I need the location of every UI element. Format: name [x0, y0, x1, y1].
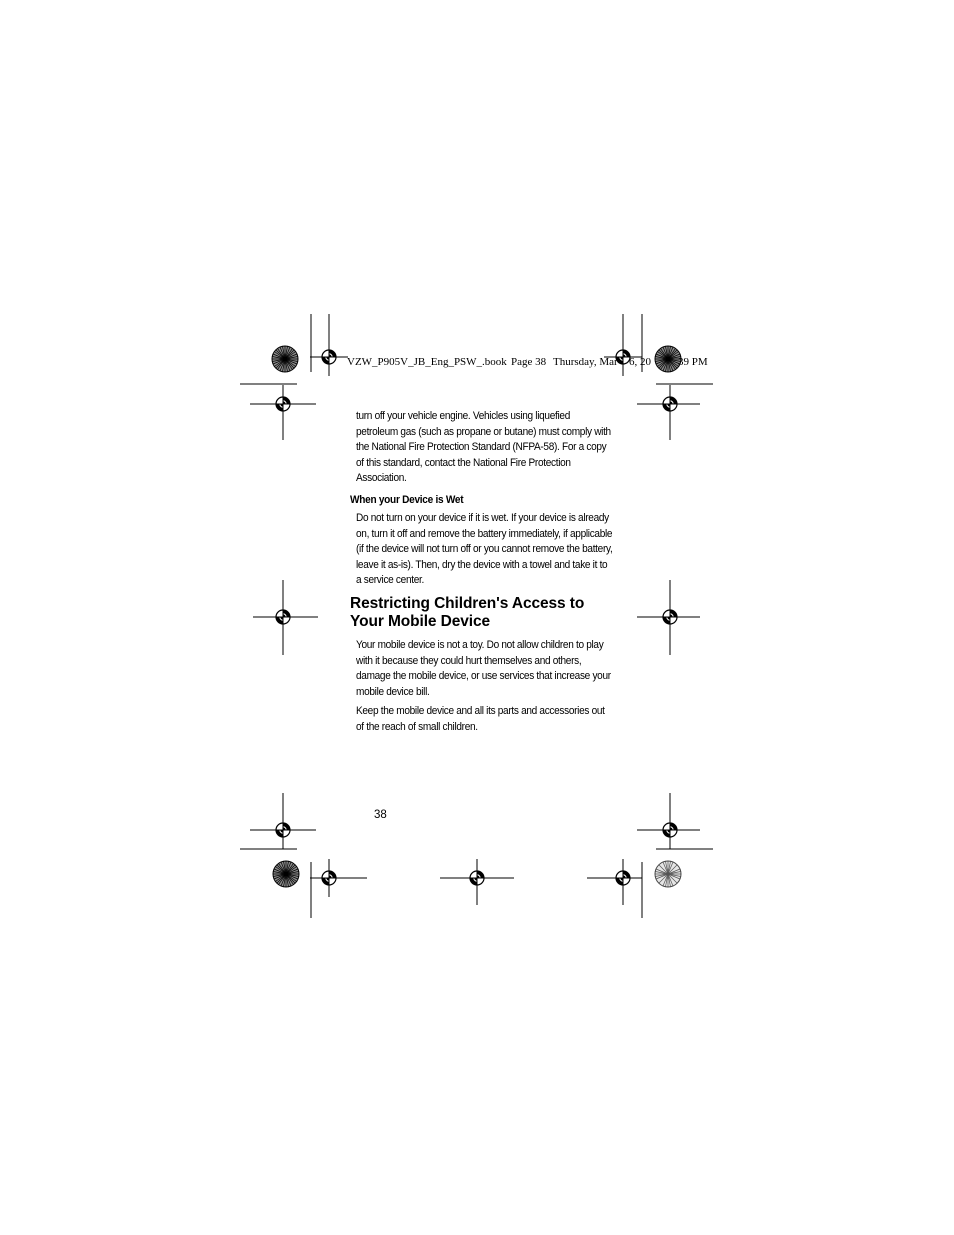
intro-paragraph: turn off your vehicle engine. Vehicles using liquefied petroleum gas (such as propane or butane) must comply with the National Fire Protection Standard (NFPA-58). For a copy of this standard, contact the National Fire Protection Association.: [356, 410, 611, 485]
print-slug-time: 39 PM: [678, 356, 708, 368]
sunburst-bottom-left: [273, 861, 299, 887]
children-paragraph-1: Your mobile device is not a toy. Do not allow children to play with it because they could hurt themselves and others, damage the mobile device, or use services that increase your mobile device bill.: [356, 638, 611, 698]
page-number: 38: [374, 809, 387, 821]
print-slug-date-start: Thursday, Mar: [553, 356, 618, 368]
print-slug-file: VZW_P905V_JB_Eng_PSW_.book: [347, 356, 507, 368]
page-content: [350, 409, 616, 736]
print-slug-date-end: 6, 20: [629, 356, 651, 368]
section-title: Restricting Children's Access to Your Mobile Device: [350, 594, 585, 630]
print-slug-page: Page 38: [511, 356, 547, 368]
wet-device-heading: When your Device is Wet: [350, 493, 464, 506]
sunburst-bottom-right: [655, 861, 681, 887]
wet-device-paragraph: Do not turn on your device if it is wet. If your device is already on, turn it off and remove the battery immediately, if applicable (if the device will not turn off or you cannot remove the battery, leave it as-is). Then, dry the device with a towel and take it to a service center.: [356, 511, 613, 587]
sunburst-top-left: [272, 346, 298, 372]
children-paragraph-2: Keep the mobile device and all its parts and accessories out of the reach of small children.: [356, 705, 605, 733]
